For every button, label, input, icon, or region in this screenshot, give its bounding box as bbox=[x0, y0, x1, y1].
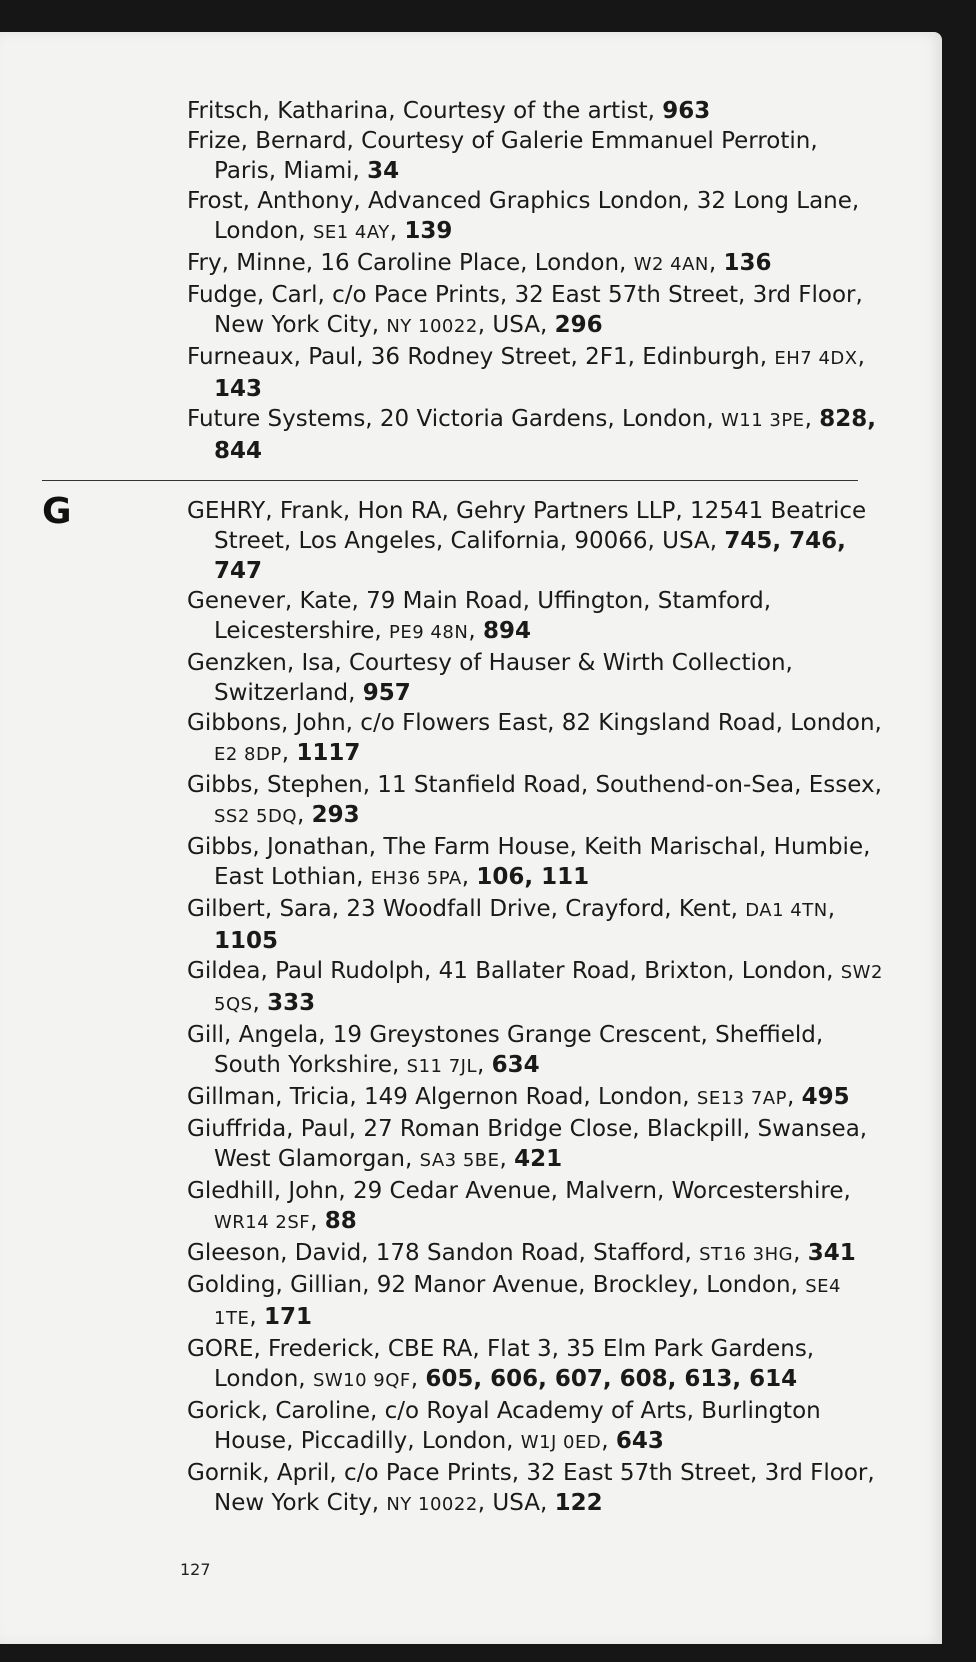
entry-postcode: SA3 5BE bbox=[419, 1150, 500, 1171]
entry-text: GORE, Frederick, CBE RA, Flat 3, 35 Elm Park Gardens, London, bbox=[187, 1336, 815, 1392]
index-entry bbox=[187, 280, 887, 342]
entry-text: Gibbs, Stephen, 11 Stanfield Road, Southend-on-Sea, Essex, bbox=[187, 772, 882, 798]
entry-page-refs: 122 bbox=[554, 1490, 603, 1516]
entry-text: Fudge, Carl, c/o Pace Prints, 32 East 57th Street, 3rd Floor, New York City, bbox=[187, 282, 863, 338]
index-entry bbox=[187, 1082, 887, 1114]
index-entry bbox=[187, 1238, 887, 1270]
index-entry bbox=[187, 832, 887, 894]
entry-postcode: DA1 4TN bbox=[745, 900, 828, 921]
entry-page-refs: 143 bbox=[214, 376, 263, 402]
entry-postcode: PE9 48N bbox=[389, 622, 469, 643]
index-entry bbox=[187, 708, 887, 770]
index-entry bbox=[187, 1114, 887, 1176]
entry-postcode: EH36 5PA bbox=[370, 868, 462, 889]
entry-postcode: SW2 5QS bbox=[214, 962, 883, 1015]
entry-text: Gillman, Tricia, 149 Algernon Road, London, bbox=[187, 1084, 697, 1110]
index-entry bbox=[187, 894, 887, 956]
entry-page-refs: 963 bbox=[662, 98, 711, 124]
index-entry bbox=[187, 1458, 887, 1520]
entry-text-tail: , bbox=[249, 1304, 264, 1330]
index-entry bbox=[187, 1020, 887, 1082]
entry-text: Genzken, Isa, Courtesy of Hauser & Wirth Collection, Switzerland, bbox=[187, 650, 793, 706]
entry-page-refs: 139 bbox=[404, 218, 453, 244]
index-entry bbox=[187, 586, 887, 648]
index-entry bbox=[187, 1176, 887, 1238]
entry-page-refs: 293 bbox=[311, 802, 360, 828]
entry-text-tail: , bbox=[793, 1240, 808, 1266]
entry-text-tail: , bbox=[461, 864, 477, 890]
entry-text: Gibbons, John, c/o Flowers East, 82 Kingsland Road, London, bbox=[187, 710, 882, 736]
index-entry bbox=[187, 96, 887, 126]
entry-text-tail: , bbox=[827, 896, 835, 922]
index-entry bbox=[187, 186, 887, 248]
entry-postcode: EH7 4DX bbox=[774, 348, 858, 369]
entry-page-refs: 894 bbox=[482, 618, 531, 644]
entry-page-refs: 106, 111 bbox=[476, 864, 590, 890]
entry-text: Gildea, Paul Rudolph, 41 Ballater Road, Brixton, London, bbox=[187, 958, 841, 984]
entry-text-tail: , bbox=[477, 1052, 492, 1078]
entry-page-refs: 828, 844 bbox=[214, 406, 876, 464]
entry-postcode: SE13 7AP bbox=[696, 1088, 787, 1109]
entry-page-refs: 495 bbox=[801, 1084, 850, 1110]
entry-text-tail: , bbox=[601, 1428, 616, 1454]
entry-text-tail: , bbox=[857, 344, 865, 370]
page-number: 127 bbox=[180, 1560, 211, 1579]
index-entry bbox=[187, 1334, 887, 1396]
section-letter: G bbox=[42, 491, 72, 532]
entry-postcode: SS2 5DQ bbox=[214, 806, 298, 827]
entry-postcode: NY 10022 bbox=[386, 1494, 478, 1515]
entry-text-tail: , bbox=[468, 618, 483, 644]
entry-text: Gledhill, John, 29 Cedar Avenue, Malvern, Worcestershire, bbox=[187, 1178, 851, 1204]
entry-page-refs: 136 bbox=[723, 250, 772, 276]
entry-text-tail: , bbox=[281, 740, 297, 766]
entry-text-tail: , bbox=[786, 1084, 802, 1110]
entry-text-tail: , bbox=[297, 802, 312, 828]
entry-text: Fry, Minne, 16 Caroline Place, London, bbox=[187, 250, 634, 276]
index-entry bbox=[187, 248, 887, 280]
entry-postcode: SW10 9QF bbox=[312, 1370, 411, 1391]
entry-text: Gorick, Caroline, c/o Royal Academy of Arts, Burlington House, Piccadilly, London, bbox=[187, 1398, 821, 1454]
entry-text: Genever, Kate, 79 Main Road, Uffington, Stamford, Leicestershire, bbox=[187, 588, 772, 644]
index-entry bbox=[187, 126, 887, 186]
entry-text-tail: , bbox=[389, 218, 405, 244]
entry-page-refs: 421 bbox=[514, 1146, 563, 1172]
entry-text: Frost, Anthony, Advanced Graphics London, 32 Long Lane, London, bbox=[187, 188, 860, 244]
entry-text: Frize, Bernard, Courtesy of Galerie Emmanuel Perrotin, Paris, Miami, bbox=[187, 128, 818, 184]
entry-text-tail: , bbox=[310, 1208, 325, 1234]
entry-page-refs: 605, 606, 607, 608, 613, 614 bbox=[425, 1366, 798, 1392]
index-entry bbox=[187, 1396, 887, 1458]
entry-postcode: S11 7JL bbox=[406, 1056, 478, 1077]
index-entry bbox=[187, 342, 887, 404]
entry-text: Furneaux, Paul, 36 Rodney Street, 2F1, Edinburgh, bbox=[187, 344, 775, 370]
book-page bbox=[0, 32, 942, 1644]
index-entries bbox=[187, 96, 887, 1520]
entry-postcode: W2 4AN bbox=[633, 254, 709, 275]
entry-page-refs: 643 bbox=[615, 1428, 664, 1454]
entry-text-tail: , bbox=[252, 990, 268, 1016]
entry-page-refs: 88 bbox=[324, 1208, 357, 1234]
entry-postcode: SE4 1TE bbox=[214, 1276, 841, 1329]
index-entry bbox=[187, 648, 887, 708]
entry-page-refs: 1117 bbox=[296, 740, 361, 766]
entry-page-refs: 634 bbox=[491, 1052, 540, 1078]
index-entry bbox=[187, 404, 887, 466]
index-entry bbox=[187, 956, 887, 1020]
entry-text: Gleeson, David, 178 Sandon Road, Stafford, bbox=[187, 1240, 700, 1266]
entry-text-tail: , bbox=[410, 1366, 426, 1392]
entry-page-refs: 341 bbox=[807, 1240, 856, 1266]
entry-postcode: ST16 3HG bbox=[699, 1244, 794, 1265]
entry-page-refs: 34 bbox=[367, 158, 400, 184]
entry-text-tail: , bbox=[499, 1146, 515, 1172]
entry-postcode: NY 10022 bbox=[386, 316, 478, 337]
entry-postcode: WR14 2SF bbox=[214, 1212, 311, 1233]
entry-page-refs: 296 bbox=[554, 312, 603, 338]
entry-text-tail: , bbox=[804, 406, 820, 432]
entry-postcode: SE1 4AY bbox=[312, 222, 390, 243]
entry-text: Gilbert, Sara, 23 Woodfall Drive, Crayford, Kent, bbox=[187, 896, 746, 922]
entry-text: Future Systems, 20 Victoria Gardens, London, bbox=[187, 406, 721, 432]
entry-text-tail: , USA, bbox=[477, 1490, 555, 1516]
entry-text: Golding, Gillian, 92 Manor Avenue, Brockley, London, bbox=[187, 1272, 806, 1298]
entry-page-refs: 171 bbox=[263, 1304, 312, 1330]
entry-text: Fritsch, Katharina, Courtesy of the artist, bbox=[187, 98, 663, 124]
entry-page-refs: 333 bbox=[267, 990, 316, 1016]
entry-text: Giuffrida, Paul, 27 Roman Bridge Close, Blackpill, Swansea, West Glamorgan, bbox=[187, 1116, 868, 1172]
entry-text: Gornik, April, c/o Pace Prints, 32 East 57th Street, 3rd Floor, New York City, bbox=[187, 1460, 875, 1516]
entry-postcode: W11 3PE bbox=[720, 410, 805, 431]
index-entry bbox=[187, 496, 887, 586]
entry-page-refs: 957 bbox=[362, 680, 411, 706]
entry-text: Gill, Angela, 19 Greystones Grange Crescent, Sheffield, South Yorkshire, bbox=[187, 1022, 824, 1078]
entry-postcode: E2 8DP bbox=[214, 744, 282, 765]
index-entry bbox=[187, 1270, 887, 1334]
section-gap bbox=[187, 466, 887, 496]
entry-postcode: W1J 0ED bbox=[520, 1432, 602, 1453]
entry-text: Gibbs, Jonathan, The Farm House, Keith Marischal, Humbie, East Lothian, bbox=[187, 834, 871, 890]
entry-text-tail: , bbox=[708, 250, 724, 276]
entry-page-refs: 745, 746, 747 bbox=[214, 528, 846, 584]
index-entry bbox=[187, 770, 887, 832]
entry-page-refs: 1105 bbox=[214, 928, 279, 954]
entry-text: GEHRY, Frank, Hon RA, Gehry Partners LLP, 12541 Beatrice Street, Los Angeles, California, 90066, USA, bbox=[187, 498, 867, 554]
entry-text-tail: , USA, bbox=[477, 312, 555, 338]
